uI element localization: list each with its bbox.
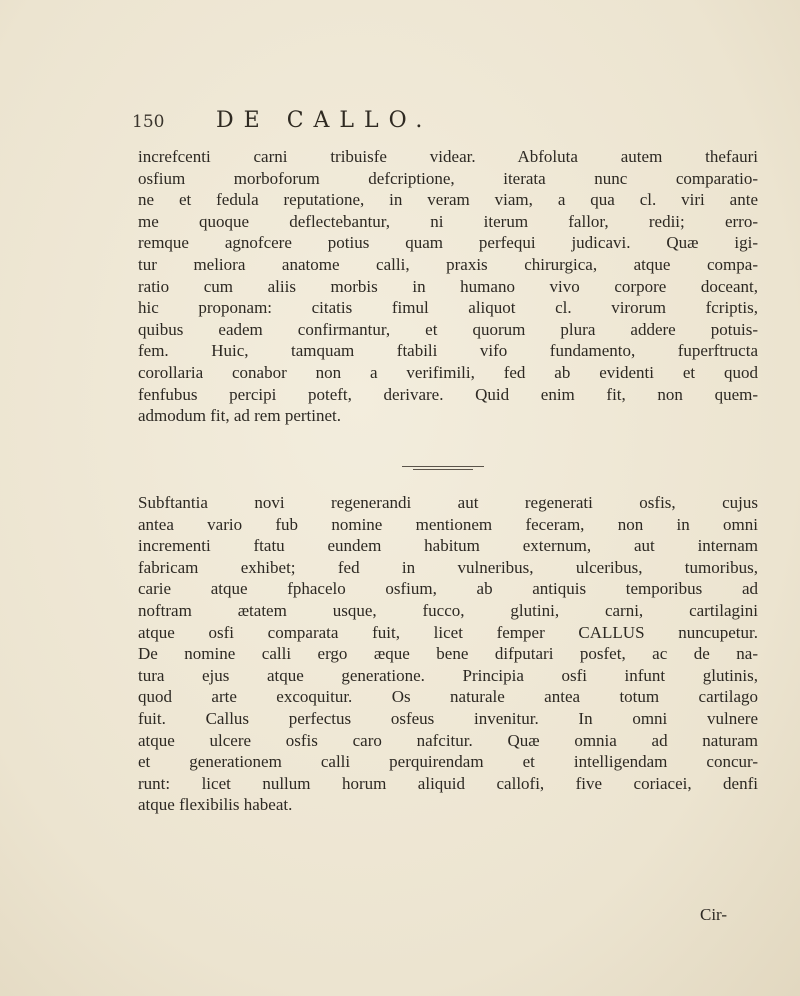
text-line: fabricam exhibet; fed in vulneribus, ulceribus, tumoribus,: [138, 557, 758, 577]
text-line: fem. Huic, tamquam ftabili vifo fundamento, fuperftructa: [138, 341, 758, 361]
text-line: atque ulcere osfis caro nafcitur. Quæ omnia ad naturam: [138, 730, 758, 750]
text-line: atque flexibilis habeat.: [138, 795, 293, 815]
text-line: De nomine calli ergo æque bene difputari posfet, ac de na-: [138, 644, 758, 664]
text-line: osfium morboforum defcriptione, iterata nunc comparatio-: [138, 168, 758, 188]
running-head: DE CALLO.: [216, 108, 433, 133]
text-line: incrementi ftatu eundem habitum externum, aut internam: [138, 536, 758, 556]
catchword: Cir-: [700, 905, 728, 924]
text-line: admodum fit, ad rem pertinet.: [138, 406, 341, 426]
text-line: quod arte excoquitur. Os naturale antea totum cartilago: [138, 687, 758, 707]
divider-line: [413, 469, 472, 470]
text-line: et generationem calli perquirendam et intelligendam concur-: [138, 752, 758, 772]
text-line: noftram ætatem usque, fucco, glutini, carni, cartilagini: [138, 600, 758, 620]
text-line: hic proponam: citatis fimul aliquot cl. virorum fcriptis,: [138, 298, 758, 318]
text-line: tura ejus atque generatione. Principia osfi infunt glutinis,: [138, 665, 758, 685]
text-line: increfcenti carni tribuisfe videar. Abfoluta autem thefauri: [138, 147, 758, 166]
divider-line: [402, 466, 484, 467]
text-line: fuit. Callus perfectus osfeus invenitur. In omni vulnere: [138, 708, 758, 728]
text-line: quibus eadem confirmantur, et quorum plura addere potuis-: [138, 319, 758, 339]
paragraph-1: [138, 146, 758, 427]
text-line: remque agnofcere potius quam perfequi judicavi. Quæ igi-: [138, 233, 758, 253]
text-line: antea vario fub nomine mentionem feceram, non in omni: [138, 514, 758, 534]
paragraph-2: [138, 492, 758, 816]
text-line: runt: licet nullum horum aliquid callofi, five coriacei, denfi: [138, 773, 758, 793]
page-number: 150: [132, 112, 165, 132]
text-line: ne et fedula reputatione, in veram viam, a qua cl. viri ante: [138, 190, 758, 210]
text-line: fenfubus percipi poteft, derivare. Quid enim fit, non quem-: [138, 384, 758, 404]
text-line: ratio cum aliis morbis in humano vivo corpore doceant,: [138, 276, 758, 296]
text-line: corollaria conabor non a verifimili, fed ab evidenti et quod: [138, 362, 758, 382]
text-line: me quoque deflectebantur, ni iterum fallor, redii; erro-: [138, 211, 758, 231]
text-line: carie atque fphacelo osfium, ab antiquis temporibus ad: [138, 579, 758, 599]
text-line: Subftantia novi regenerandi aut regenerati osfis, cujus: [138, 493, 758, 512]
text-line: tur meliora anatome calli, praxis chirurgica, atque compa-: [138, 254, 758, 274]
section-divider: [402, 466, 484, 471]
text-line: atque osfi comparata fuit, licet femper CALLUS nuncupetur.: [138, 622, 758, 642]
page-header: [132, 108, 732, 138]
